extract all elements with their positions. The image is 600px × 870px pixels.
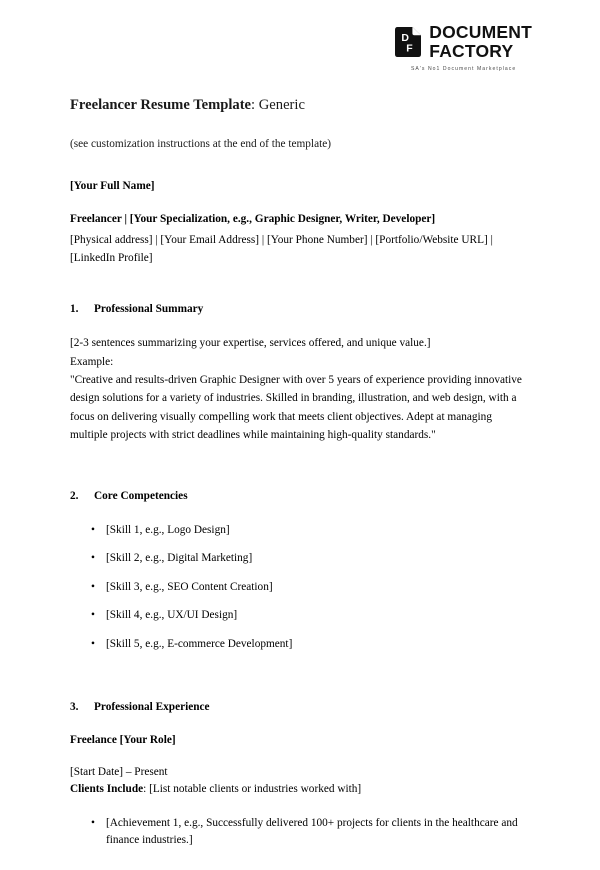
logo-row [395,24,532,60]
list-item [70,550,528,568]
logo-tagline: SA's No1 Document Marketplace [410,66,517,72]
list-item [70,636,528,654]
logo-letter-f: F [406,42,413,55]
experience-clients-line [70,781,528,799]
list-item-label: [Skill 4, e.g., UX/UI Design] [106,609,238,622]
logo-word-document: DOCUMENT [429,22,532,42]
document-page-icon [395,27,422,57]
list-item [70,579,528,597]
list-item-label: [Skill 5, e.g., E-commerce Development] [106,637,293,650]
spacer [70,673,528,699]
section-title: Professional Summary [94,303,204,316]
spacer [70,466,528,488]
logo-letter-d: D [401,32,410,45]
experience-date-line: [Start Date] – Present [70,765,168,778]
summary-example-text: "Creative and results-driven Graphic Designer with over 5 years of experience providing innovative design solutions for a variety of industries. Skilled in branding, illustration, and web design, with a focus on delivering visually compelling work that meets client objectives. Adept at managing multiple projects with strict deadlines while maintaining high-quality standards." [70,374,522,441]
role-line: Freelancer | [Your Specialization, e.g., Graphic Designer, Writer, Developer] [70,213,436,226]
section-title: Professional Experience [94,701,210,714]
summary-example-label: Example: [70,355,114,368]
document-factory-logo [395,24,532,72]
bullet-icon: • [91,523,95,536]
section-heading-core-competencies [70,488,528,504]
logo-word-factory: FACTORY [429,40,514,61]
list-item [70,815,528,850]
list-item [70,607,528,625]
section-heading-professional-experience [70,699,528,715]
list-item [70,522,528,540]
section-heading-professional-summary [70,301,528,317]
section-number: 1. [70,303,79,316]
experience-role-heading: Freelance [Your Role] [70,734,176,747]
section-number: 2. [70,490,79,503]
bullet-icon: • [91,609,95,622]
bullet-icon: • [91,552,95,565]
document-content [70,96,528,870]
core-competencies-list [70,522,528,654]
section-number: 3. [70,701,79,714]
bullet-icon: • [91,580,95,593]
list-item-label: [Achievement 1, e.g., Successfully delivered 100+ projects for clients in the healthcare and finance industries.] [106,816,518,847]
contact-line: [Physical address] | [Your Email Address] | [Your Phone Number] | [Portfolio/Website URL] | [LinkedIn Profile] [70,233,493,265]
page-title-bold: Freelancer Resume Template [70,97,252,113]
bullet-icon: • [91,637,95,650]
list-item-label: [Skill 3, e.g., SEO Content Creation] [106,580,273,593]
list-item-label: [Skill 1, e.g., Logo Design] [106,523,230,536]
page-title-rest: : Generic [251,97,305,113]
full-name-placeholder: [Your Full Name] [70,180,155,193]
logo-wordmark [429,24,532,60]
summary-instruction-line: [2-3 sentences summarizing your expertise, services offered, and unique value.] [70,337,431,350]
clients-value: : [List notable clients or industries worked with] [143,783,362,796]
experience-achievements-list [70,815,528,850]
bullet-icon: • [91,816,95,829]
page-title [70,96,528,116]
page-subtitle: (see customization instructions at the end of the template) [70,137,332,150]
list-item-label: [Skill 2, e.g., Digital Marketing] [106,552,253,565]
clients-label: Clients Include [70,783,144,796]
section-title: Core Competencies [94,490,188,503]
